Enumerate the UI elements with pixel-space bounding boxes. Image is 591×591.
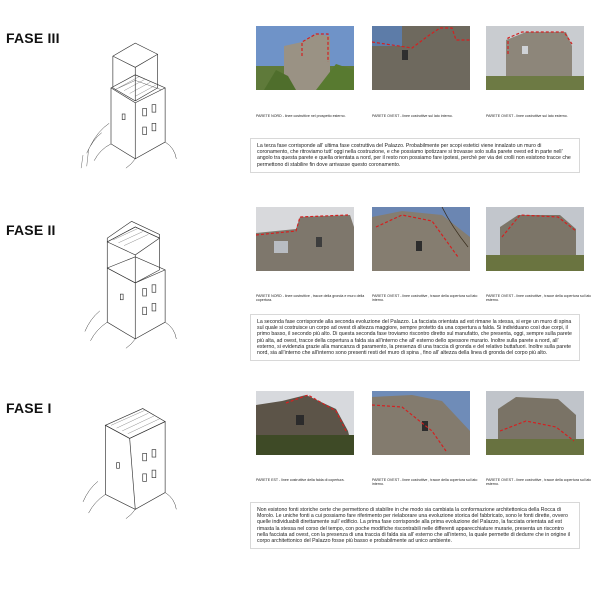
description-text: La seconda fase corrisponde alla seconda evoluzione del Palazzo. La facciata orientata ad est rimane la stessa, si erge un muro di spina sul quale si costruisce un corpo ad ovest di altezza maggiore, sempre protetto da una copertura a falda. Si individuano così due corpi, il primo basso, il secondo più alto. Di questa seconda fase troviamo riscontro diretto sul manufatto, che presenta, oggi, sempre sulla parete più alta, ad ovest, tracce della copertura a falda sia all’interno che all’ esterno dello spessore murario. Inoltre sulla parete a nord, all’ esterno, si evidenzia grazie alla mancanza di paramento, la presenza di una traccia di gronda e del relativo buttafuori. Inoltre sulla parete nord, sia all’interno che all’interno sono presenti resti del muro di spina , fino all’ altezza della linea di gronda del corpo più alto. [250, 314, 580, 361]
phase-title: FASE III [6, 30, 60, 46]
photo-parete-ovest-esterno-phase-1 [486, 391, 584, 455]
caption-parete-ovest-interno: PARETE OVEST - linee costruttive , tracce della copertura sul lato interno. [372, 294, 478, 303]
photo-parete-nord-phase-2 [256, 207, 354, 271]
caption-parete-ovest-interno: PARETE OVEST - linee costruttive , tracce della copertura sul lato interno. [372, 478, 478, 487]
photo-parete-nord-phase-3 [256, 26, 354, 90]
phase-title: FASE I [6, 400, 52, 416]
photo-parete-ovest-interno-phase-3 [372, 26, 470, 90]
castle-sketch-phase-1 [40, 388, 210, 528]
castle-sketch-phase-3 [40, 30, 210, 170]
photo-parete-ovest-interno-phase-1 [372, 391, 470, 455]
description-text: Non esistono fonti storiche certe che permettono di stabilire in che modo sia cambiata la conformazione architettonica della Rocca di Morolo. Le uniche fonti a cui possiamo fare riferimento per rielaborare una evoluzione storica del fabbricato, sono le fonti dirette, ovvero quelle individuabili direttamente sull’ edificio. La prima fase corrisponde alla prima evoluzione del Palazzo, la facciata orientata ad est rimasta la stessa nel corso del tempo, con poche modifiche riscontrabili nelle differenti apparecchiature murarie, presenta un riscontro nella facciata ad ovest, con la presenza di una traccia di falda sia all’ esterno che all’interno, la quale permette di dedurre che in origine il corpo architettonico del Palazzo fosse più basso e probabilmente ad unico ambiente. [250, 502, 580, 549]
caption-parete-nord: PARETE NORD - linee costruttive , tracce della gronda e muro della copertura. [256, 294, 365, 303]
description-phase-3 [250, 138, 580, 173]
caption-parete-nord: PARETE NORD - linee costruttive nel prospetto esterno. [256, 114, 346, 118]
description-phase-2 [250, 314, 580, 361]
caption-parete-ovest-interno: PARETE OVEST - linee costruttive sul lato interno. [372, 114, 453, 118]
caption-parete-ovest-esterno: PARETE OVEST - linee costruttive sul lato esterno. [486, 114, 568, 118]
caption-parete-ovest-esterno: PARETE OVEST - linee costruttive , tracce della copertura sul lato esterno. [486, 294, 591, 303]
description-text: La terza fase corrisponde all’ ultima fase costruttiva del Palazzo. Probabilmente per scopi estetici viene innalzato un muro di coronamento, che ritroviamo tutt’ oggi nella costruzione, e che possiamo ipotizzare si trovasse solo sulla parete ovest ed in parte nell’ angolo tra questa parete e quella orientata a nord, per il resto non possiamo fare ipotesi, perchè per via dei crolli non esistono tracce che permettono di stabilire fin dove arrivasse questo coronamento. [250, 138, 580, 173]
caption-parete-ovest-esterno: PARETE OVEST - linee costruttive , tracce della copertura sul lato esterno. [486, 478, 591, 487]
photo-parete-ovest-esterno-phase-2 [486, 207, 584, 271]
photo-parete-ovest-interno-phase-2 [372, 207, 470, 271]
caption-parete-est: PARETE EST - linee costruttive della falda di copertura. [256, 478, 345, 482]
castle-sketch-phase-2 [40, 212, 210, 352]
photo-parete-est-phase-1 [256, 391, 354, 455]
phase-title: FASE II [6, 222, 56, 238]
photo-parete-ovest-esterno-phase-3 [486, 26, 584, 90]
description-phase-1 [250, 502, 580, 549]
